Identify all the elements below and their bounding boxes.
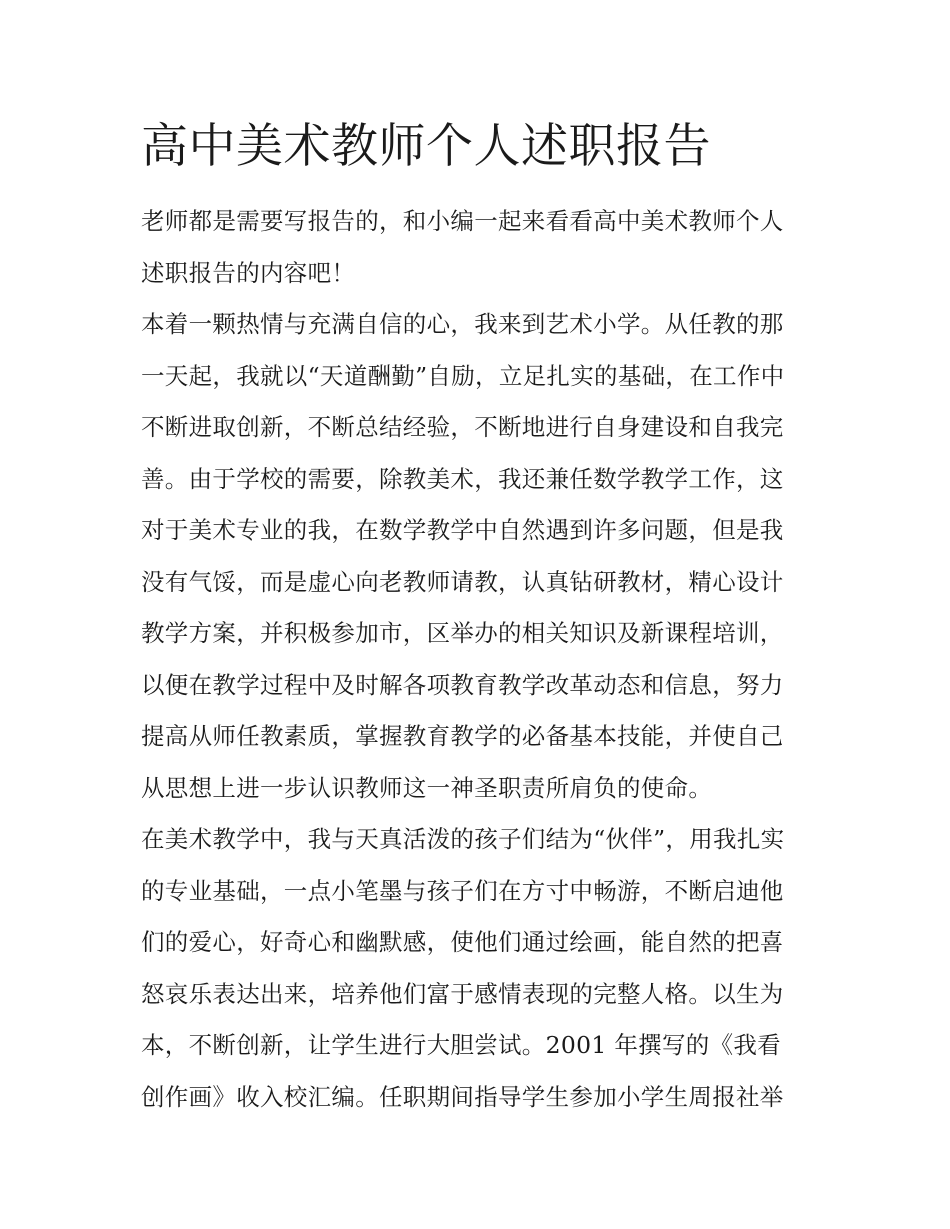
body-line: 本，不断创新，让学生进行大胆尝试。2001 年撰写的《我看 bbox=[141, 1031, 781, 1059]
body-line: 没有气馁，而是虚心向老教师请教，认真钻研教材，精心设计 bbox=[141, 567, 784, 596]
body-line: 对于美术专业的我，在数学教学中自然遇到许多问题，但是我 bbox=[141, 516, 784, 544]
body-line: 述职报告的内容吧！ bbox=[141, 258, 356, 287]
body-line: 不断进取创新，不断总结经验，不断地进行自身建设和自我完 bbox=[141, 413, 784, 441]
body-line: 们的爱心，好奇心和幽默感，使他们通过绘画，能自然的把喜 bbox=[141, 928, 784, 956]
body-line: 在美术教学中，我与天真活泼的孩子们结为“伙伴”，用我扎实 bbox=[141, 825, 785, 853]
body-line: 一天起，我就以“天道酬勤”自励，立足扎实的基础，在工作中 bbox=[141, 361, 785, 390]
body-line: 以便在教学过程中及时解各项教育教学改革动态和信息，努力 bbox=[141, 670, 784, 699]
document-title: 高中美术教师个人述职报告 bbox=[141, 119, 711, 174]
body-line: 创作画》收入校汇编。任职期间指导学生参加小学生周报社举 bbox=[141, 1082, 784, 1111]
body-line: 提高从师任教素质，掌握教育教学的必备基本技能，并使自己 bbox=[141, 722, 784, 750]
body-line: 本着一颗热情与充满自信的心，我来到艺术小学。从任教的那 bbox=[141, 310, 784, 338]
body-line: 老师都是需要写报告的，和小编一起来看看高中美术教师个人 bbox=[141, 207, 784, 235]
body-line: 教学方案，并积极参加市，区举办的相关知识及新课程培训， bbox=[141, 619, 784, 647]
body-line: 善。由于学校的需要，除教美术，我还兼任数学教学工作，这 bbox=[141, 464, 784, 493]
body-line: 怒哀乐表达出来，培养他们富于感情表现的完整人格。以生为 bbox=[141, 979, 784, 1008]
body-line: 从思想上进一步认识教师这一神圣职责所肩负的使命。 bbox=[141, 773, 713, 802]
body-line: 的专业基础，一点小笔墨与孩子们在方寸中畅游，不断启迪他 bbox=[141, 876, 784, 905]
document-body bbox=[141, 196, 811, 1123]
